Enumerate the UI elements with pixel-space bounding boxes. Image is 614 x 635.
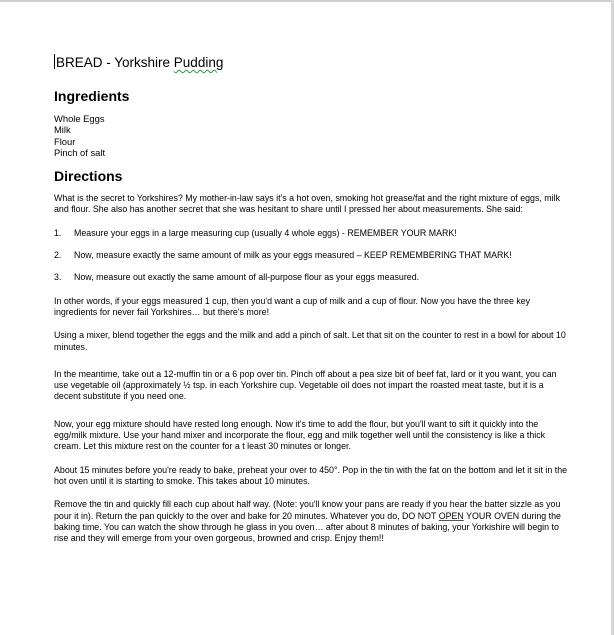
list-item: Whole Eggs	[54, 113, 105, 124]
title-spellcheck-word[interactable]: Pudding	[173, 55, 224, 70]
paragraph-rested: Now, your egg mixture should have rested long enough. Now it's time to add the flour, but you'll want to sift it quickly into the egg/milk mixture. Use your hand mixer and incorporate the flour, egg and milk together well until the consistency is like a thick cream. Let this mixture rest on the counter for a t least 30 minutes or longer.	[54, 418, 546, 452]
spellcheck-word-open[interactable]: OPEN	[438, 510, 464, 521]
paragraph-mixer: Using a mixer, blend together the eggs and the milk and add a pinch of salt. Let that sit on the counter to rest in a bowl for about 10 minutes.	[54, 330, 566, 352]
paragraph-meantime: In the meantime, take out a 12-muffin tin or a 6 pop over tin. Pinch off about a pea size bit of beef fat, lard or it you want, you can use vegetable oil (approximately ½ tsp. in each Yorkshire cup. Vegetable oil does not impart the roasted meat taste, but it is a decent substitute if you need one.	[54, 368, 557, 402]
document-title[interactable]	[54, 54, 569, 70]
step-number: 3.	[54, 272, 62, 283]
ingredients-list	[54, 113, 569, 158]
remove-text-part1: Remove the tin and quickly fill each cup about half way. (Note: you'll know your pans are ready if you hear the batter sizzle as you pour it in). Return the pan quickly to the over and bake for 20 minutes. Whatever you do, DO NOT	[54, 499, 561, 521]
directions-intro: What is the secret to Yorkshires? My mother-in-law says it's a hot oven, smoking hot grease/fat and the right mixture of eggs, milk and flour. She also has another secret that she was hesitant to share until I pressed her about measurements. She said:	[54, 193, 561, 215]
step-text: Measure your eggs in a large measuring cup (usually 4 whole eggs) - REMEMBER YOUR MARK!	[74, 227, 457, 238]
list-item: Milk	[54, 124, 71, 136]
directions-heading: Directions	[54, 168, 123, 185]
list-item: Flour	[54, 135, 76, 147]
ingredients-heading: Ingredients	[54, 88, 130, 104]
step-number: 1.	[54, 227, 62, 238]
step-1	[54, 228, 569, 239]
step-3	[54, 272, 569, 283]
step-text: Now, measure exactly the same amount of milk as your eggs measured – KEEP REMEMBERING THAT MARK!	[74, 250, 512, 261]
text-cursor	[54, 54, 55, 69]
step-text: Now, measure out exactly the same amount of all-purpose flour as your eggs measured.	[74, 272, 420, 283]
remove-text-part2: YOUR OVEN during the baking time. You can watch the show through he glass in you oven… after about 8 minutes of baking, your Yorkishire will begin to rise and they will emerge from your oven gorgeous, browned and crisp. Enjoy them!!	[54, 510, 561, 544]
paragraph-preheat: About 15 minutes before you're ready to bake, preheat your over to 450°. Pop in the tin with the fat on the bottom and let it sit in the hot oven until it is starting to smoke. This takes about 10 minutes.	[54, 464, 568, 486]
page-top-edge	[0, 0, 614, 2]
list-item: Pinch of salt	[54, 146, 106, 158]
paragraph-remove	[54, 499, 569, 544]
step-number: 2.	[54, 250, 62, 261]
step-2	[54, 250, 569, 261]
document-page[interactable]	[54, 54, 569, 544]
title-prefix: BREAD - Yorkshire	[56, 55, 174, 70]
paragraph-other-words: In other words, if your eggs measured 1 cup, then you'd want a cup of milk and a cup of flour. Now you have the three key ingredients for never fail Yorkshires… but there's more!	[54, 295, 531, 317]
